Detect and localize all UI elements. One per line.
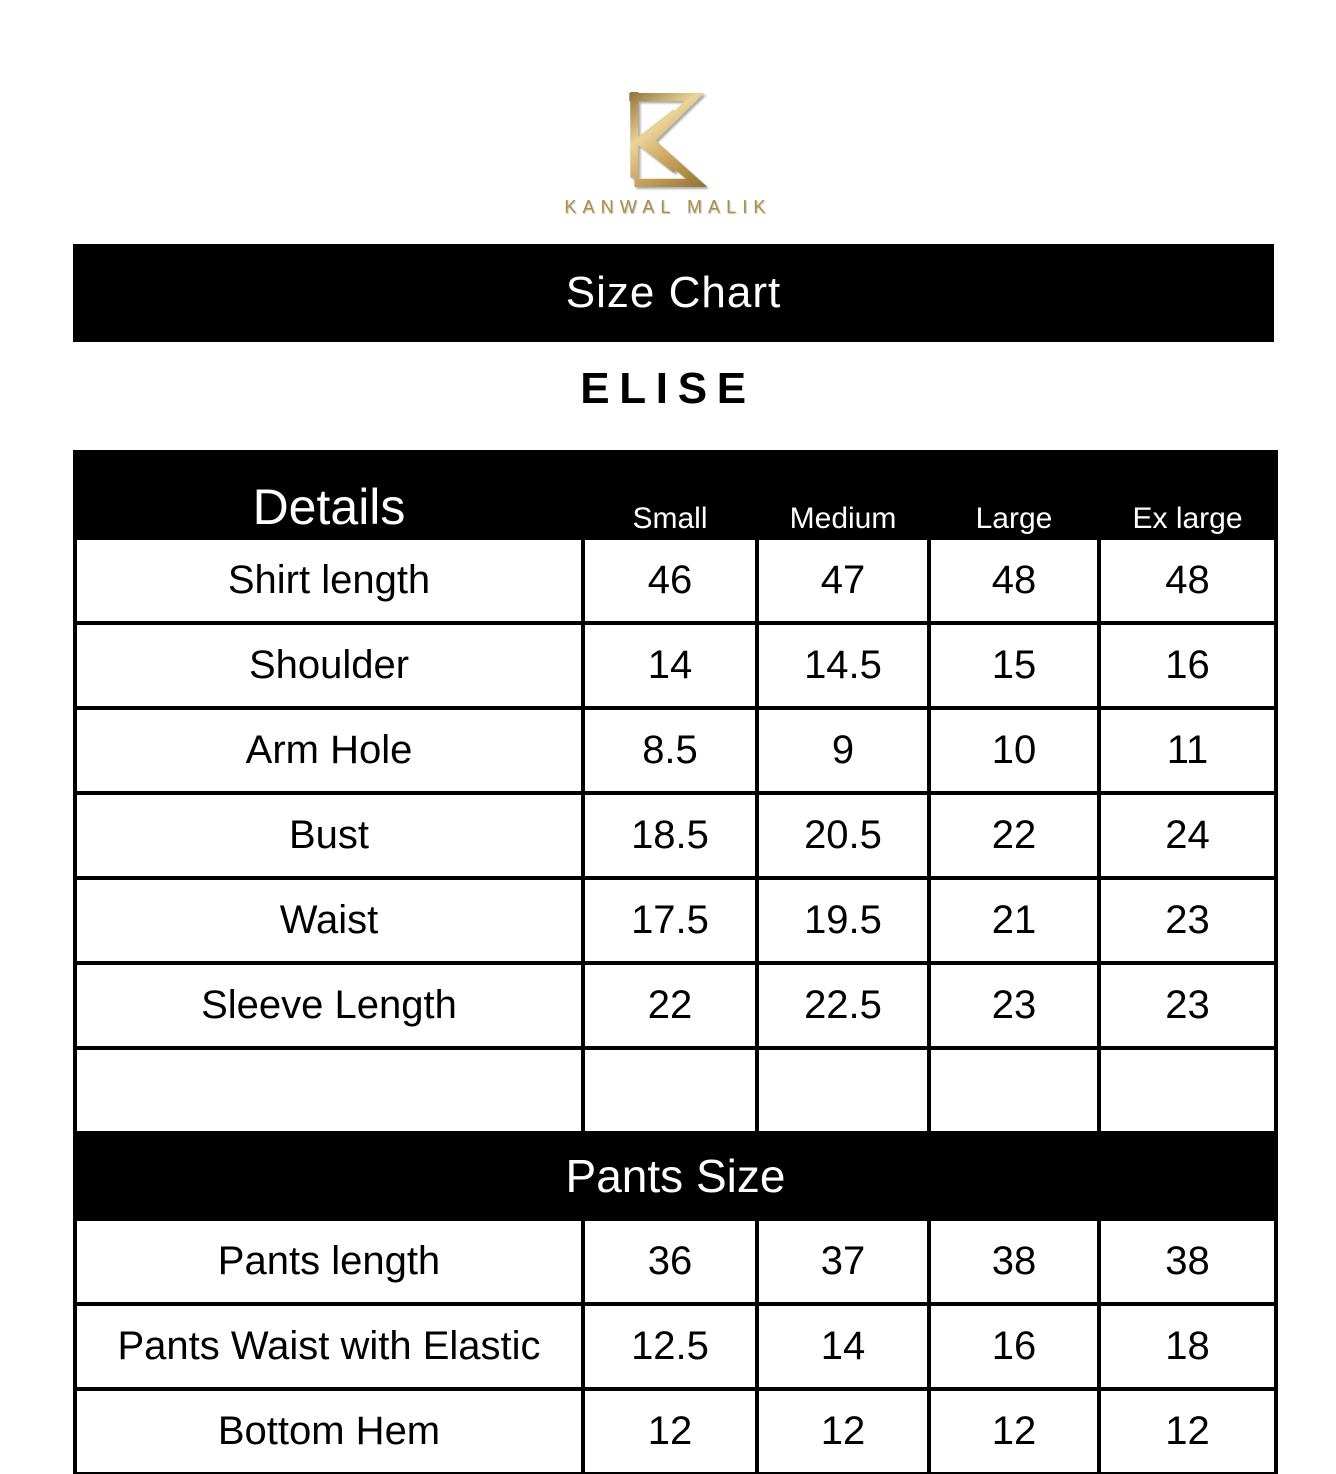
pants-size-banner-row — [75, 1133, 1276, 1219]
measurement-value: 19.5 — [757, 878, 929, 963]
table-row — [75, 1389, 1276, 1474]
measurement-value: 11 — [1099, 708, 1276, 793]
measurement-value: 18.5 — [583, 793, 757, 878]
size-header-large: Large — [929, 452, 1099, 538]
details-header: Details — [75, 452, 583, 538]
table-row — [75, 1304, 1276, 1389]
table-row — [75, 793, 1276, 878]
size-chart-title: Size Chart — [565, 268, 782, 317]
measurement-value: 14 — [757, 1304, 929, 1389]
size-chart-banner — [73, 244, 1274, 342]
shirt-measurements-body — [75, 538, 1276, 1133]
size-header-small: Small — [583, 452, 757, 538]
measurement-value: 23 — [1099, 878, 1276, 963]
measurement-label — [75, 1048, 583, 1133]
table-row — [75, 1048, 1276, 1133]
measurement-value: 23 — [1099, 963, 1276, 1048]
measurement-value: 12 — [583, 1389, 757, 1474]
measurement-value: 16 — [929, 1304, 1099, 1389]
brand-header — [0, 0, 1336, 218]
product-name: ELISE — [580, 364, 756, 413]
measurement-label: Sleeve Length — [75, 963, 583, 1048]
measurement-value: 12 — [1099, 1389, 1276, 1474]
measurement-value: 10 — [929, 708, 1099, 793]
pants-section — [75, 1133, 1276, 1219]
measurement-value: 37 — [757, 1219, 929, 1304]
measurement-value: 20.5 — [757, 793, 929, 878]
measurement-value: 14 — [583, 623, 757, 708]
table-row — [75, 538, 1276, 623]
measurement-value: 48 — [1099, 538, 1276, 623]
size-header-medium: Medium — [757, 452, 929, 538]
table-row — [75, 963, 1276, 1048]
measurement-value: 21 — [929, 878, 1099, 963]
measurement-value: 47 — [757, 538, 929, 623]
measurement-value: 22 — [583, 963, 757, 1048]
measurement-label: Pants length — [75, 1219, 583, 1304]
measurement-value: 15 — [929, 623, 1099, 708]
measurement-label: Shirt length — [75, 538, 583, 623]
table-header-row — [75, 452, 1276, 538]
measurement-value: 9 — [757, 708, 929, 793]
km-monogram-icon — [627, 90, 709, 194]
table-row — [75, 1219, 1276, 1304]
pants-measurements-body — [75, 1219, 1276, 1474]
measurement-value: 16 — [1099, 623, 1276, 708]
measurement-value: 22.5 — [757, 963, 929, 1048]
measurement-value — [929, 1048, 1099, 1133]
measurement-value: 14.5 — [757, 623, 929, 708]
measurement-value: 23 — [929, 963, 1099, 1048]
measurement-label: Pants Waist with Elastic — [75, 1304, 583, 1389]
size-header-ex-large: Ex large — [1099, 452, 1276, 538]
measurement-value: 48 — [929, 538, 1099, 623]
measurement-label: Arm Hole — [75, 708, 583, 793]
measurement-value: 36 — [583, 1219, 757, 1304]
size-table — [73, 450, 1278, 1474]
measurement-label: Bottom Hem — [75, 1389, 583, 1474]
measurement-value: 12 — [929, 1389, 1099, 1474]
measurement-label: Waist — [75, 878, 583, 963]
measurement-value: 18 — [1099, 1304, 1276, 1389]
measurement-value: 24 — [1099, 793, 1276, 878]
measurement-value: 46 — [583, 538, 757, 623]
table-row — [75, 623, 1276, 708]
measurement-value: 8.5 — [583, 708, 757, 793]
table-row — [75, 708, 1276, 793]
measurement-label: Shoulder — [75, 623, 583, 708]
measurement-value — [1099, 1048, 1276, 1133]
measurement-value: 38 — [929, 1219, 1099, 1304]
measurement-value — [583, 1048, 757, 1133]
measurement-value: 38 — [1099, 1219, 1276, 1304]
pants-size-banner: Pants Size — [75, 1133, 1276, 1219]
table-row — [75, 878, 1276, 963]
measurement-value: 12.5 — [583, 1304, 757, 1389]
measurement-value: 12 — [757, 1389, 929, 1474]
measurement-value — [757, 1048, 929, 1133]
brand-name: KANWAL MALIK — [564, 197, 772, 217]
measurement-value: 17.5 — [583, 878, 757, 963]
measurement-value: 22 — [929, 793, 1099, 878]
measurement-label: Bust — [75, 793, 583, 878]
